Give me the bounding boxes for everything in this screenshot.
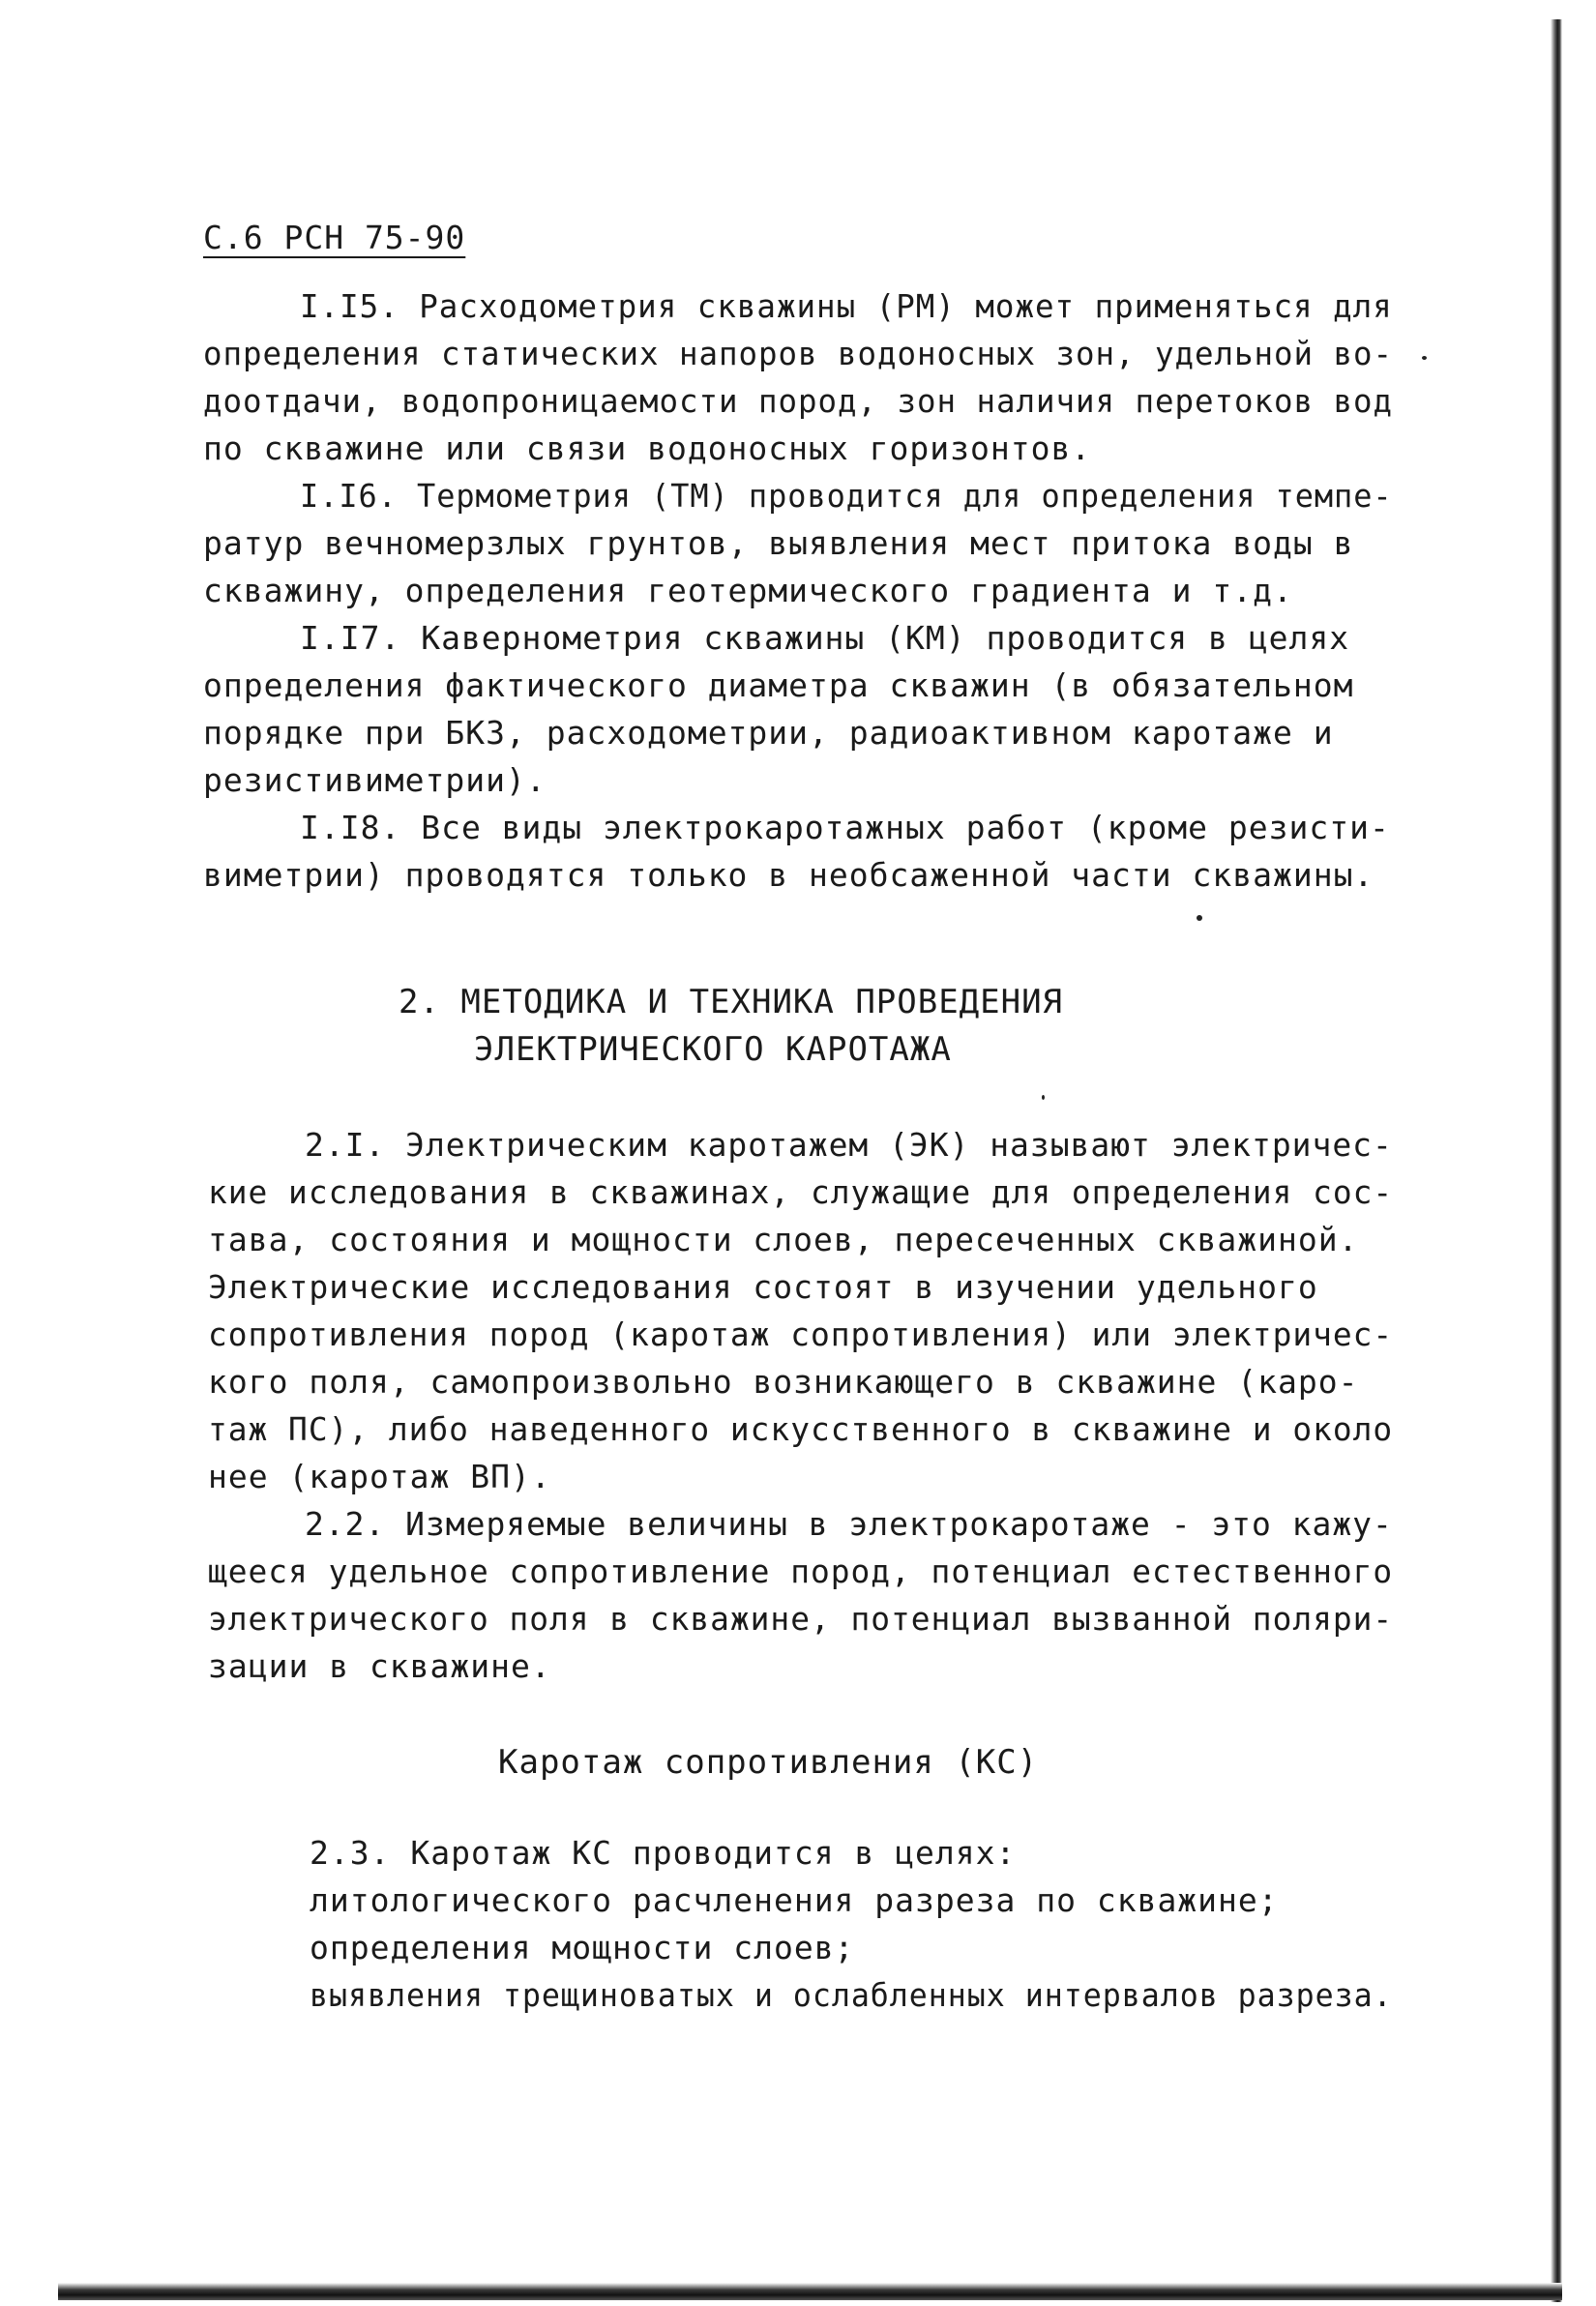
- subsection-title: Каротаж сопротивления (КС): [498, 1743, 1039, 1782]
- paragraph-line: 2.2. Измеряемые величины в электрокаротаже - это кажу-: [305, 1505, 1393, 1543]
- paragraph-line: зации в скважине.: [208, 1647, 551, 1685]
- paragraph-line: I.I5. Расходометрия скважины (РМ) может применяться для: [300, 287, 1393, 325]
- paragraph-line: тава, состояния и мощности слоев, пересеченных скважиной.: [208, 1221, 1359, 1258]
- paragraph-line: скважину, определения геотермического градиента и т.д.: [203, 572, 1293, 609]
- section-title-line-1: 2. МЕТОДИКА И ТЕХНИКА ПРОВЕДЕНИЯ: [399, 983, 1064, 1021]
- subsection-line: выявления трещиноватых и ослабленных интервалов разреза.: [310, 1976, 1393, 2014]
- paragraph-line: доотдачи, водопроницаемости пород, зон наличия перетоков вод: [203, 382, 1394, 420]
- paragraph-line: сопротивления пород (каротаж сопротивления) или электричес-: [208, 1316, 1394, 1353]
- paragraph-line: виметрии) проводятся только в необсаженной части скважины.: [203, 856, 1374, 894]
- page-header: С.6 РСН 75-90: [203, 219, 466, 256]
- subsection-line: литологического расчленения разреза по скважине;: [310, 1881, 1279, 1919]
- paragraph-line: ратур вечномерзлых грунтов, выявления мест притока воды в: [203, 524, 1354, 562]
- scan-speck: [1042, 1095, 1045, 1100]
- paragraph-line: Электрические исследования состоят в изучении удельного: [208, 1268, 1318, 1306]
- paragraph-line: кие исследования в скважинах, служащие для определения сос-: [208, 1173, 1394, 1211]
- paragraph-line: I.I7. Кавернометрия скважины (КМ) проводится в целях: [300, 619, 1350, 657]
- paragraph-line: кого поля, самопроизвольно возникающего в скважине (каро-: [208, 1363, 1359, 1401]
- paragraph-line: порядке при БКЗ, расходометрии, радиоактивном каротаже и: [203, 714, 1334, 752]
- paragraph-line: определения фактического диаметра скважин (в обязательном: [203, 666, 1354, 704]
- section-title-line-2: ЭЛЕКТРИЧЕСКОГО КАРОТАЖА: [474, 1030, 952, 1069]
- subsection-line: определения мощности слоев;: [310, 1929, 855, 1966]
- paragraph-line: определения статических напоров водоносных зон, удельной во-: [203, 335, 1394, 372]
- paragraph-line: таж ПС), либо наведенного искусственного в скважине и около: [208, 1410, 1394, 1448]
- paragraph-line: 2.I. Электрическим каротажем (ЭК) называют электричес-: [305, 1126, 1393, 1164]
- paragraph-line: электрического поля в скважине, потенциал вызванной поляри-: [208, 1600, 1394, 1638]
- scan-edge-right: [1551, 19, 1562, 2302]
- scan-speck: [1422, 356, 1427, 360]
- paragraph-line: I.I8. Все виды электрокаротажных работ (кроме резисти-: [300, 809, 1390, 846]
- paragraph-line: щееся удельное сопротивление пород, потенциал естественного: [208, 1552, 1394, 1590]
- subsection-line: 2.3. Каротаж КС проводится в целях:: [310, 1834, 1017, 1872]
- paragraph-line: по скважине или связи водоносных горизонтов.: [203, 429, 1092, 467]
- scan-speck: [1197, 915, 1202, 921]
- paragraph-line: I.I6. Термометрия (ТМ) проводится для определения темпе-: [300, 477, 1393, 515]
- scan-edge-bottom: [58, 2283, 1562, 2300]
- paragraph-line: резистивиметрии).: [203, 761, 547, 799]
- paragraph-line: нее (каротаж ВП).: [208, 1458, 551, 1495]
